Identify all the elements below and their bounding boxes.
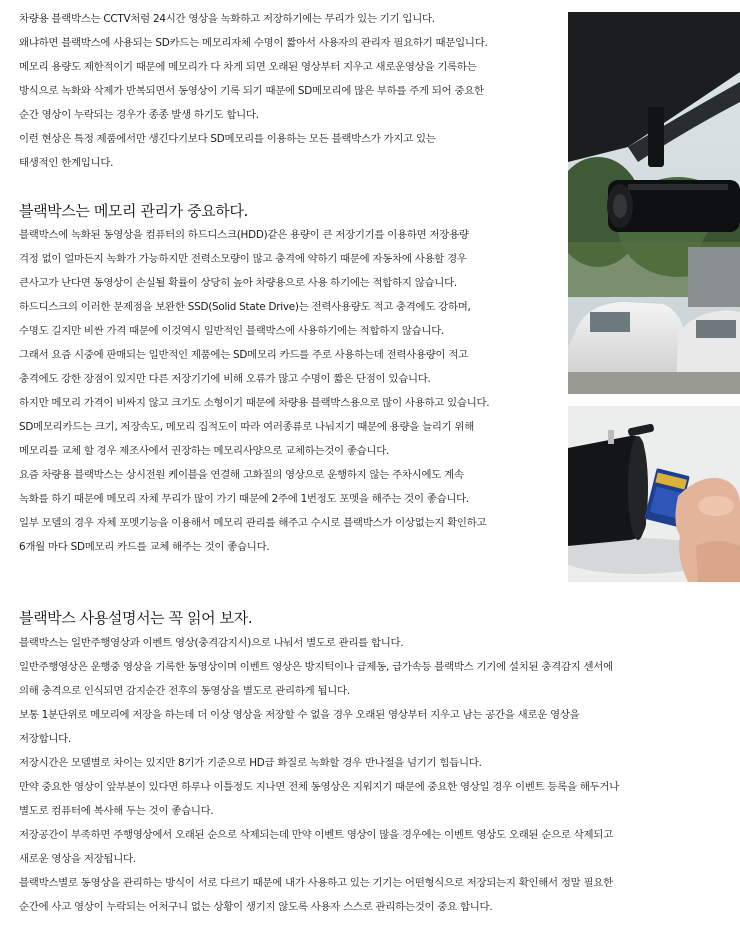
- intro-line-3: 메모리 용량도 제한적이기 때문에 메모리가 다 차게 되면 오래된 영상부터 지우고 새로운영상을 기록하는: [19, 61, 477, 73]
- intro-line-4: 방식으로 녹화와 삭제가 반복되면서 동영상이 기록 되기 때문에 SD메모리에 많은 부하를 주게 되어 중요한: [19, 85, 484, 97]
- intro-line-2: 왜냐하면 블랙박스에 사용되는 SD카드는 메모리자체 수명이 짧아서 사용자의 관리자 필요하기 때문입니다.: [19, 37, 488, 49]
- memory-line-5: 수명도 길지만 비싼 가격 때문에 이것역시 일반적인 블랙박스에 사용하기에는 적합하지 않습니다.: [19, 325, 445, 337]
- memory-line-13: 일부 모델의 경우 자체 포멧기능을 이용해서 메모리 관리를 해주고 수시로 블랙박스가 이상없는지 확인하고: [19, 517, 487, 529]
- manual-line-6: 저장시간은 모델별로 차이는 있지만 8기가 기준으로 HD급 화질로 녹화할 경우 반나절을 넘기기 힘듭니다.: [19, 757, 482, 769]
- intro-line-6: 이런 현상은 특정 제품에서만 생긴다기보다 SD메모리를 이용하는 모든 블랙박스가 가지고 있는: [19, 133, 436, 145]
- memory-line-2: 걱정 없이 얼마든지 녹화가 가능하지만 전력소모량이 많고 충격에 약하기 때문에 자동차에 사용할 경우: [19, 253, 467, 265]
- memory-line-14: 6개월 마다 SD메모리 카드를 교체 해주는 것이 좋습니다.: [19, 541, 270, 553]
- memory-line-8: 하지만 메모리 가격이 비싸지 않고 크기도 소형이기 때문에 차량용 블랙박스용으로 많이 사용하고 있습니다.: [19, 397, 490, 409]
- memory-line-4: 하드디스크의 이러한 문제점을 보완한 SSD(Solid State Drive)는 전력사용량도 적고 충격에도 강하며,: [19, 301, 471, 313]
- manual-line-2: 일반주행영상은 운행중 영상을 기록한 동영상이며 이벤트 영상은 방지턱이나 급제동, 급가속등 블랙박스 기기에 설치된 충격감지 센서에: [19, 661, 613, 673]
- memory-line-7: 충격에도 강한 장점이 있지만 다른 저장기기에 비해 오류가 많고 수명이 짧은 단점이 있습니다.: [19, 373, 431, 385]
- manual-line-9: 저장공간이 부족하면 주행영상에서 오래된 순으로 삭제되는데 만약 이벤트 영상이 많을 경우에는 이벤트 영상도 오래된 순으로 삭제되고: [19, 829, 613, 841]
- manual-line-12: 순간에 사고 영상이 누락되는 어처구니 없는 상황이 생기지 않도록 사용자 스스로 관리하는것이 중요 합니다.: [19, 901, 493, 913]
- memory-line-6: 그래서 요즘 시중에 판매되는 일반적인 제품에는 SD메모리 카드를 주로 사용하는데 전력사용량이 적고: [19, 349, 468, 361]
- memory-line-9: SD메모리카드는 크기, 저장속도, 메모리 집적도이 따라 여러종류로 나눠지기 때문에 용량을 늘리기 위해: [19, 421, 475, 433]
- manual-heading: 블랙박스 사용설명서는 꼭 읽어 보자.: [19, 609, 253, 627]
- manual-line-3: 의해 충격으로 인식되면 감지순간 전후의 동영상을 별도로 관리하게 됩니다.: [19, 685, 350, 697]
- manual-line-1: 블랙박스는 일반주행영상과 이벤트 영상(충격감지시)으로 나눠서 별도로 관리를 합니다.: [19, 637, 404, 649]
- memory-line-1: 블랙박스에 녹화된 동영상을 컴퓨터의 하드디스크(HDD)같은 용량이 큰 저장기기를 이용하면 저장용량: [19, 229, 469, 241]
- manual-line-8: 별도로 컴퓨터에 복사해 두는 것이 좋습니다.: [19, 805, 214, 817]
- intro-line-7: 태생적인 한계입니다.: [19, 157, 114, 169]
- manual-line-4: 보통 1분단위로 메모리에 저장을 하는데 더 이상 영상을 저장할 수 없을 경우 오래된 영상부터 지우고 남는 공간을 새로운 영상을: [19, 709, 580, 721]
- manual-line-5: 저장합니다.: [19, 733, 71, 745]
- memory-line-3: 큰사고가 난다면 동영상이 손실될 확률이 상당히 높아 차량용으로 사용 하기에는 적합하지 않습니다.: [19, 277, 457, 289]
- manual-line-10: 새로운 영상을 저장됩니다.: [19, 853, 136, 865]
- manual-line-11: 블랙박스별로 동영상을 관리하는 방식이 서로 다르기 때문에 내가 사용하고 있는 기기는 어떤형식으로 저장되는지 확인해서 정말 필요한: [19, 877, 613, 889]
- intro-line-5: 순간 영상이 누락되는 경우가 종종 발생 하기도 합니다.: [19, 109, 259, 121]
- sd-card-insert-photo: [568, 406, 740, 582]
- memory-line-10: 메모리를 교체 할 경우 제조사에서 권장하는 메모리사양으로 교체하는것이 좋습니다.: [19, 445, 390, 457]
- memory-management-heading: 블랙박스는 메모리 관리가 중요하다.: [19, 202, 248, 220]
- memory-line-11: 요즘 차량용 블랙박스는 상시전원 케이블을 연결해 고화질의 영상으로 운행하지 않는 주차시에도 계속: [19, 469, 464, 481]
- dashcam-windshield-photo: [568, 12, 740, 394]
- manual-line-7: 만약 중요한 영상이 앞부분이 있다면 하루나 이틀정도 지나면 전체 동영상은 지워지기 때문에 중요한 영상일 경우 이벤트 등록을 해두거나: [19, 781, 619, 793]
- memory-line-12: 녹화를 하기 때문에 메모리 자체 무리가 많이 가기 때문에 2주에 1번정도 포멧을 해주는 것이 좋습니다.: [19, 493, 470, 505]
- intro-line-1: 차량용 블랙박스는 CCTV처럼 24시간 영상을 녹화하고 저장하기에는 무리가 있는 기기 입니다.: [19, 13, 435, 25]
